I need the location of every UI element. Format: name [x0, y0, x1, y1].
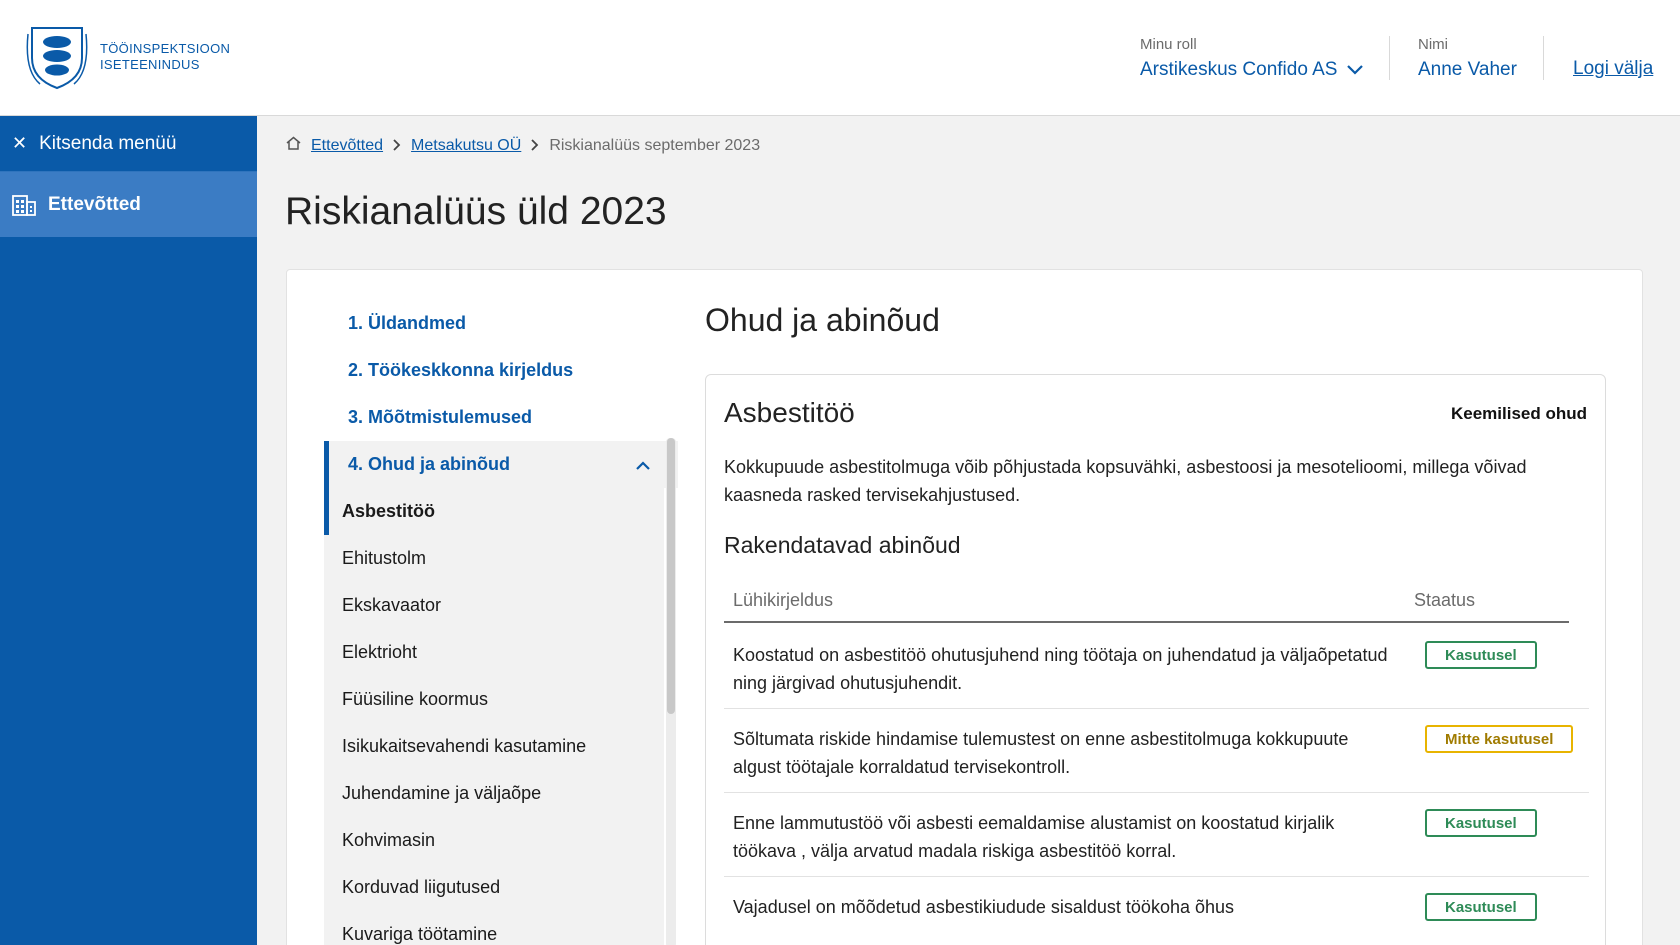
sub-item-ekskavaator[interactable]: Ekskavaator: [342, 595, 442, 615]
table-row: [724, 877, 1589, 945]
column-header-description: Lühikirjeldus: [733, 590, 834, 610]
collapse-menu-label: Kitsenda menüü: [39, 132, 177, 154]
measures-title: Rakendatavad abinõud: [724, 532, 961, 558]
row-description: Koostatud on asbestitöö ohutusjuhend ning töötaja on juhendatud ja väljaõpetatud ning järgivad ohutusjuhendit.: [733, 645, 1388, 693]
logout-link[interactable]: Logi välja: [1573, 58, 1654, 79]
home-icon[interactable]: [286, 136, 301, 155]
scrollbar[interactable]: [666, 438, 676, 945]
logo-line-1: TÖÖINSPEKTSIOON: [100, 41, 231, 56]
sub-item-kuvariga-tootamine[interactable]: Kuvariga töötamine: [342, 924, 498, 944]
status-badge: Kasutusel: [1425, 809, 1537, 837]
measures-table: [724, 625, 1589, 945]
role-value[interactable]: Arstikeskus Confido AS: [1140, 59, 1338, 80]
hazard-title: Asbestitöö: [724, 397, 855, 428]
sub-item-kohvimasin[interactable]: Kohvimasin: [342, 830, 436, 850]
hazard-card: [705, 374, 1606, 945]
role-selector[interactable]: [1140, 36, 1363, 81]
sub-item-korduvad-liigutused[interactable]: Korduvad liigutused: [342, 877, 501, 897]
chevron-down-icon[interactable]: [1347, 59, 1363, 81]
breadcrumb-link-ettevotted[interactable]: Ettevõtted: [311, 136, 384, 154]
row-description: Vajadusel on mõõdetud asbestikiudude sisaldust töökoha õhus: [733, 897, 1235, 917]
chevron-up-icon[interactable]: [636, 454, 650, 475]
user-name: [1418, 36, 1517, 81]
sub-item-isikukaitsevahendi[interactable]: Isikukaitsevahendi kasutamine: [342, 736, 587, 756]
row-description: Sõltumata riskide hindamise tulemustest on enne asbestitolmuga kokkupuute algust töötajale korraldatud tervisekontroll.: [733, 729, 1349, 777]
breadcrumb-link-company[interactable]: Metsakutsu OÜ: [411, 136, 522, 154]
app-header: [0, 0, 1680, 116]
header-divider: [1389, 36, 1390, 80]
role-label: Minu roll: [1140, 36, 1197, 53]
sub-item-asbestitoo[interactable]: Asbestitöö: [324, 488, 664, 535]
page-title: Riskianalüüs üld 2023: [285, 190, 667, 233]
hazard-category: Keemilised ohud: [1450, 404, 1587, 423]
sub-item-elektrioht[interactable]: Elektrioht: [342, 642, 418, 662]
column-header-status: Staatus: [1414, 590, 1476, 610]
step-4[interactable]: [324, 441, 678, 488]
step-4-label: 4. Ohud ja abinõud: [348, 454, 510, 474]
close-icon[interactable]: ✕: [12, 133, 28, 153]
sidebar-item-label: Ettevõtted: [48, 193, 141, 215]
hazard-sub-list: [324, 488, 664, 945]
status-badge: Kasutusel: [1425, 641, 1537, 669]
step-1[interactable]: 1. Üldandmed: [348, 313, 467, 333]
sub-item-ehitustolm[interactable]: Ehitustolm: [342, 548, 427, 568]
section-title: Ohud ja abinõud: [705, 302, 940, 338]
sub-item-fuusiline-koormus[interactable]: Füüsiline koormus: [342, 689, 489, 709]
step-3[interactable]: 3. Mõõtmistulemused: [348, 407, 533, 427]
name-label: Nimi: [1418, 36, 1448, 53]
sidebar: [0, 116, 257, 945]
row-description: Enne lammutustöö või asbesti eemaldamise alustamist on koostatud kirjalik töökava , välja arvatud madala riskiga asbestitöö korral.: [733, 813, 1335, 861]
status-badge: Kasutusel: [1425, 893, 1537, 921]
chevron-right-icon: [531, 138, 539, 154]
table-row: [724, 793, 1589, 877]
scrollbar-thumb[interactable]: [667, 438, 675, 714]
table-row: [724, 709, 1589, 793]
chevron-right-icon: [393, 138, 401, 154]
table-row: [724, 625, 1589, 709]
breadcrumb-current: Riskianalüüs september 2023: [549, 136, 761, 154]
logo[interactable]: [26, 24, 230, 90]
table-header: [724, 578, 1569, 623]
hazard-description: Kokkupuude asbestitolmuga võib põhjustada kopsuvähki, asbestoosi ja mesotelioomi, millega võivad kaasneda rasked tervisekahjustused.: [724, 457, 1527, 505]
step-2[interactable]: 2. Töökeskkonna kirjeldus: [348, 360, 574, 380]
status-badge: Mitte kasutusel: [1425, 725, 1573, 753]
name-value: Anne Vaher: [1418, 59, 1517, 80]
sidebar-item-ettevotted[interactable]: [0, 172, 257, 237]
steps-nav: [324, 300, 678, 945]
logo-line-2: ISETEENINDUS: [100, 57, 200, 72]
header-divider: [1543, 36, 1544, 80]
collapse-menu-button[interactable]: [0, 116, 257, 172]
sub-item-juhendamine[interactable]: Juhendamine ja väljaõpe: [342, 783, 542, 803]
coat-of-arms-icon: [26, 24, 88, 90]
building-icon: [12, 194, 36, 216]
breadcrumb: [286, 136, 760, 155]
